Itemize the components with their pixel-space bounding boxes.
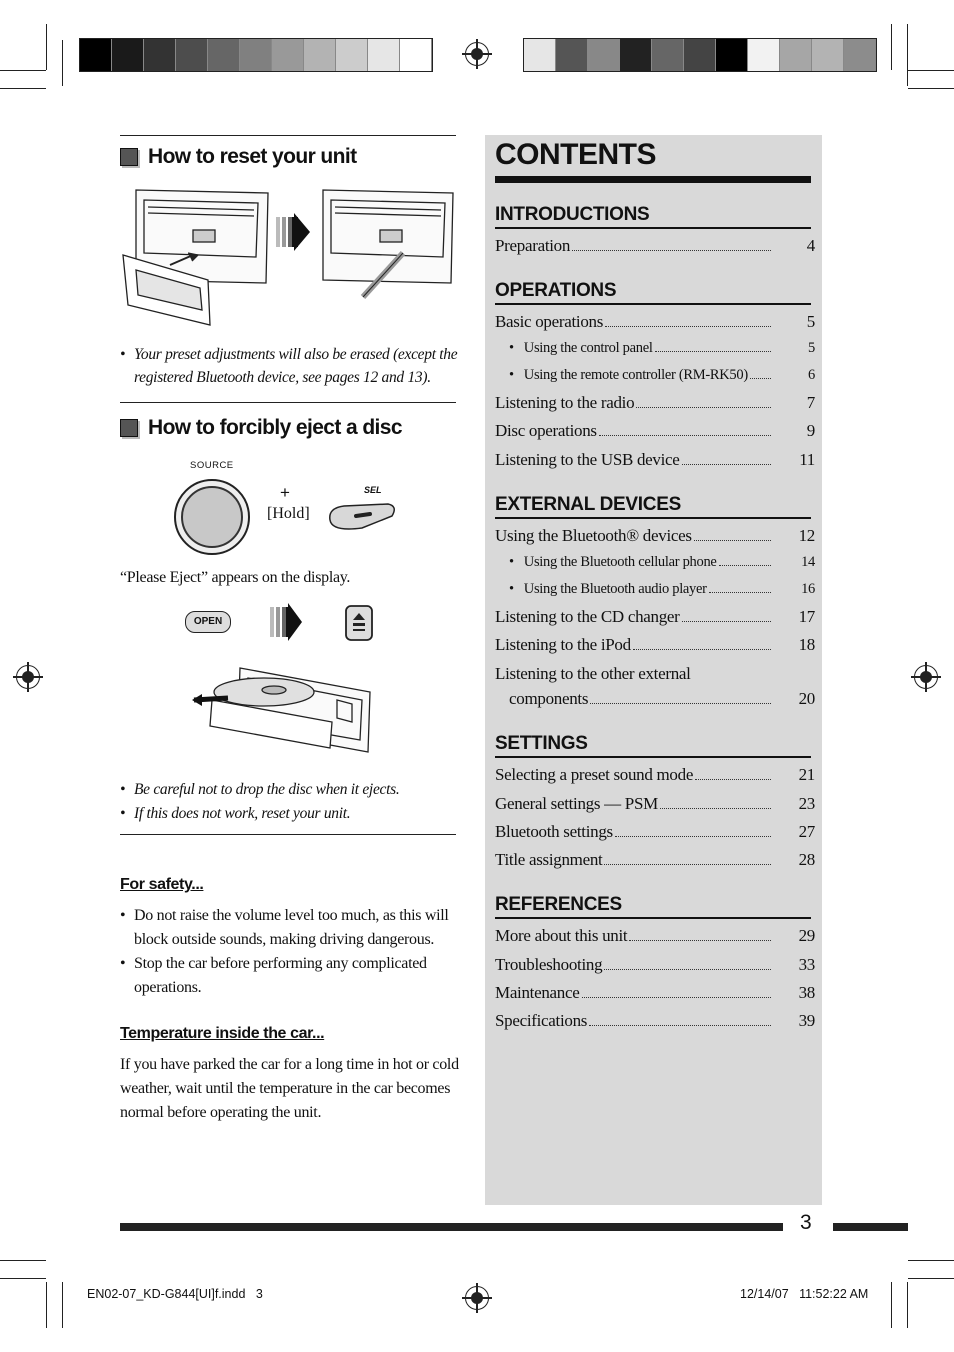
color-swatch <box>176 39 208 71</box>
toc-entry[interactable]: Using the Bluetooth® devices 12 <box>495 526 815 545</box>
toc-subentry[interactable]: • Using the remote controller (RM-RK50) 6 <box>509 367 815 383</box>
color-swatch <box>208 39 240 71</box>
color-swatch <box>812 39 844 71</box>
section-heading: OPERATIONS <box>495 280 811 305</box>
eject-title: How to forcibly eject a disc <box>120 416 402 440</box>
toc-entry[interactable]: Selecting a preset sound mode 21 <box>495 765 815 784</box>
contents-title: CONTENTS <box>495 138 656 171</box>
bottom-rule <box>120 1223 783 1231</box>
registration-mark-top <box>465 42 489 66</box>
toc-entry[interactable]: components 20 <box>509 689 815 708</box>
color-swatch <box>144 39 176 71</box>
color-swatch <box>400 39 432 71</box>
toc-entry[interactable]: Specifications 39 <box>495 1011 815 1030</box>
toc-entry[interactable]: Preparation 4 <box>495 236 815 255</box>
registration-mark-left <box>16 665 40 689</box>
toc-entry[interactable]: Maintenance 38 <box>495 983 815 1002</box>
color-swatch <box>240 39 272 71</box>
section-square-icon <box>120 419 138 437</box>
color-swatch <box>652 39 684 71</box>
color-swatch <box>304 39 336 71</box>
divider <box>120 834 456 835</box>
toc-entry[interactable]: Bluetooth settings 27 <box>495 822 815 841</box>
toc-subentry[interactable]: • Using the control panel 5 <box>509 340 815 356</box>
bottom-rule-right <box>833 1223 908 1231</box>
grayscale-bar-left <box>79 38 433 72</box>
toc-entry[interactable]: Title assignment 28 <box>495 850 815 869</box>
title-rule <box>495 176 811 183</box>
toc-entry[interactable]: Listening to the iPod 18 <box>495 635 815 654</box>
hold-label: [Hold] <box>267 505 310 522</box>
section-square-icon <box>120 148 138 166</box>
arrow-right-icon <box>268 603 304 641</box>
reset-title: How to reset your unit <box>120 145 356 169</box>
color-swatch <box>556 39 588 71</box>
eject-button-icon <box>344 604 374 642</box>
color-swatch <box>80 39 112 71</box>
toc-entry[interactable]: Listening to the USB device 11 <box>495 450 815 469</box>
sel-label: SEL <box>364 485 382 495</box>
color-swatch <box>272 39 304 71</box>
toc-entry[interactable]: General settings — PSM 23 <box>495 794 815 813</box>
eject-note-2: • If this does not work, reset your unit. <box>120 805 351 822</box>
open-button: OPEN <box>185 611 231 633</box>
toc-entry[interactable]: Basic operations 5 <box>495 312 815 331</box>
color-swatch <box>716 39 748 71</box>
plus-sign: + <box>280 483 290 502</box>
color-swatch <box>368 39 400 71</box>
color-swatch <box>620 39 652 71</box>
color-swatch <box>524 39 556 71</box>
toc-entry[interactable]: Listening to the CD changer 17 <box>495 607 815 626</box>
color-swatch <box>684 39 716 71</box>
temperature-text: If you have parked the car for a long time in hot or cold weather, wait until the temperature in the car becomes normal before operating the unit. <box>120 1056 459 1121</box>
color-swatch <box>780 39 812 71</box>
registration-mark-bottom <box>465 1286 489 1310</box>
color-swatch <box>336 39 368 71</box>
divider <box>120 135 456 136</box>
grayscale-bar-right <box>523 38 877 72</box>
safety-item-2: • Stop the car before performing any complicated operations. <box>120 955 427 996</box>
toc-subentry[interactable]: • Using the Bluetooth audio player 16 <box>509 581 815 597</box>
display-text: “Please Eject” appears on the display. <box>120 569 351 586</box>
safety-item-1: • Do not raise the volume level too much, as this will block outside sounds, making driving dangerous. <box>120 907 449 948</box>
toc-entry[interactable]: More about this unit 29 <box>495 926 815 945</box>
page-number: 3 <box>800 1211 812 1234</box>
source-knob-icon <box>172 478 252 558</box>
section-heading: INTRODUCTIONS <box>495 204 811 229</box>
safety-heading: For safety... <box>120 876 204 893</box>
toc-subentry[interactable]: • Using the Bluetooth cellular phone 14 <box>509 554 815 570</box>
color-swatch <box>588 39 620 71</box>
registration-mark-right <box>914 665 938 689</box>
section-heading: EXTERNAL DEVICES <box>495 494 811 519</box>
divider <box>120 402 456 403</box>
color-swatch <box>748 39 780 71</box>
disc-eject-illustration <box>192 660 374 760</box>
source-label: SOURCE <box>190 460 234 471</box>
reset-illustration <box>118 185 458 330</box>
color-swatch <box>844 39 876 71</box>
sel-button-icon <box>322 498 398 534</box>
toc-entry[interactable]: Listening to the other external <box>495 664 691 683</box>
section-heading: REFERENCES <box>495 894 811 919</box>
reset-note: • Your preset adjustments will also be erased (except the registered Bluetooth device, see pages 12 and 13). <box>120 346 458 386</box>
color-swatch <box>112 39 144 71</box>
temperature-heading: Temperature inside the car... <box>120 1025 325 1042</box>
section-heading: SETTINGS <box>495 733 811 758</box>
toc-entry[interactable]: Troubleshooting 33 <box>495 955 815 974</box>
footer-file: EN02-07_KD-G844[UI]f.indd 3 <box>87 1287 263 1301</box>
eject-note-1: • Be careful not to drop the disc when it ejects. <box>120 781 400 798</box>
toc-entry[interactable]: Disc operations 9 <box>495 421 815 440</box>
footer-date: 12/14/07 11:52:22 AM <box>740 1287 869 1301</box>
toc-entry[interactable]: Listening to the radio 7 <box>495 393 815 412</box>
